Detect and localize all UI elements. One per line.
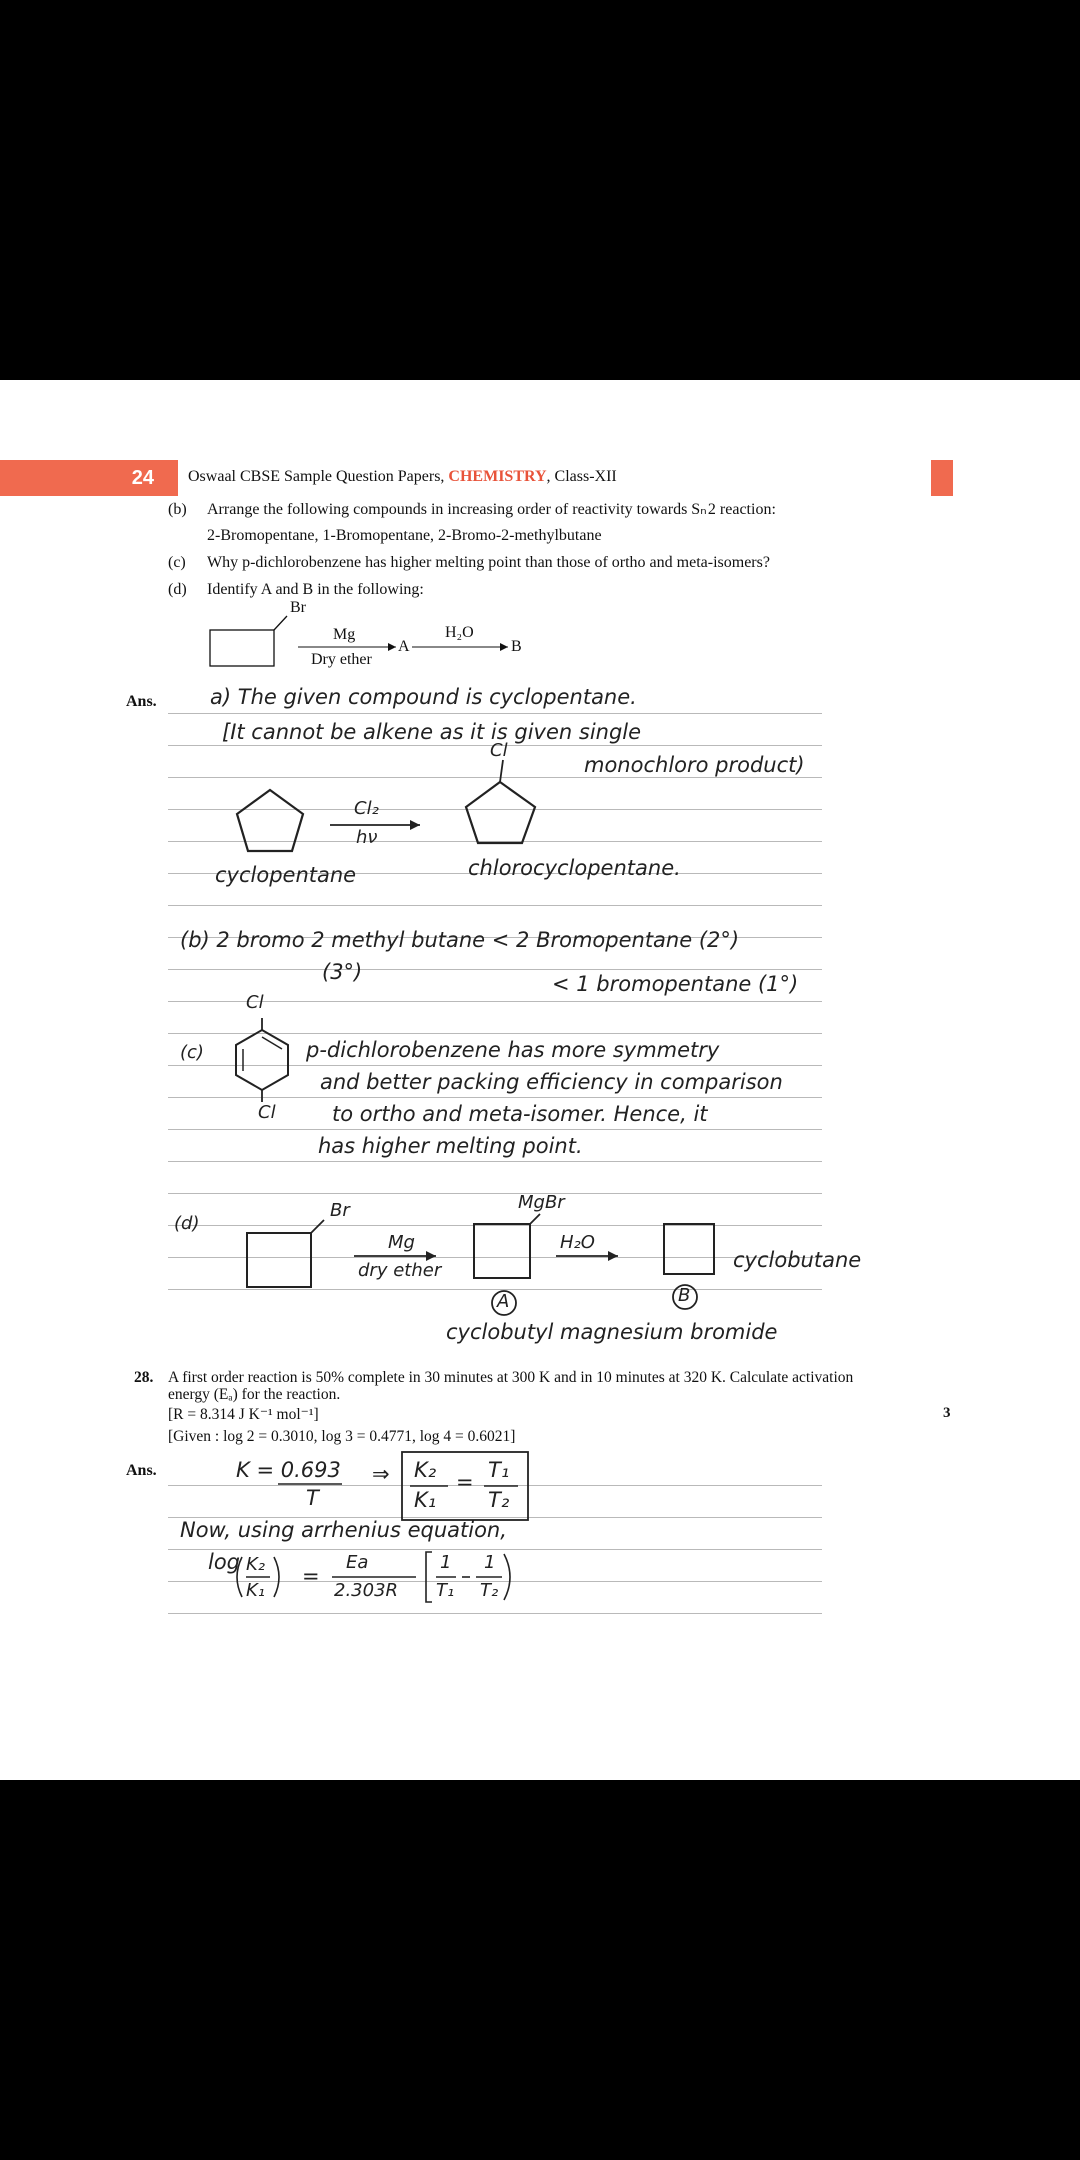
question-text: Arrange the following compounds in increasing order of reactivity towards Sₙ 2 reaction: bbox=[207, 501, 776, 518]
question-text: Identify A and B in the following: bbox=[207, 581, 424, 598]
chloro-substituent: Cl bbox=[490, 740, 508, 761]
question-28-number: 28. bbox=[134, 1369, 154, 1386]
part-label: (d) bbox=[168, 581, 187, 598]
question-28-line2: energy (Eₐ) for the reaction. bbox=[168, 1386, 341, 1403]
d-product-a: A bbox=[497, 1291, 510, 1312]
para-cl-top: Cl bbox=[246, 992, 264, 1013]
answer-b-line3: < 1 bromopentane (1°) bbox=[552, 972, 799, 996]
ea-num: Ea bbox=[346, 1552, 369, 1573]
arrhenius-intro: Now, using arrhenius equation, bbox=[180, 1518, 507, 1542]
ratio-k-den: K₁ bbox=[414, 1488, 437, 1512]
ratio-t-den: T₂ bbox=[488, 1488, 510, 1512]
rate-constant-eq: K = 0.693 bbox=[236, 1458, 341, 1482]
question-28-line4: [Given : log 2 = 0.3010, log 3 = 0.4771, log 4 = 0.6021] bbox=[168, 1428, 516, 1445]
page-number: 24 bbox=[131, 466, 154, 489]
ratio-k-num: K₂ bbox=[414, 1458, 437, 1482]
answer-d-label: (d) bbox=[174, 1213, 200, 1234]
reagent-mg: Mg bbox=[333, 626, 356, 643]
answer-a-line3: monochloro product) bbox=[584, 753, 805, 777]
ratio-equals: = bbox=[456, 1470, 474, 1494]
answer-a-line2: [It cannot be alkene as it is given single bbox=[222, 720, 642, 744]
d-substituent-br: Br bbox=[330, 1200, 350, 1221]
d-label-grignard: cyclobutyl magnesium bromide bbox=[446, 1320, 778, 1344]
part-label: (c) bbox=[168, 554, 186, 571]
reagent-light: hν bbox=[356, 827, 378, 848]
log-k-num: K₂ bbox=[246, 1554, 266, 1575]
substituent-br: Br bbox=[290, 599, 306, 616]
series-title: Oswaal CBSE Sample Question Papers, bbox=[188, 468, 449, 485]
d-reagent-mg: Mg bbox=[388, 1232, 415, 1253]
answer-c-label: (c) bbox=[180, 1042, 204, 1063]
log-k-den: K₁ bbox=[246, 1580, 266, 1601]
d-grignard-group: MgBr bbox=[518, 1192, 565, 1213]
answer-label: Ans. bbox=[126, 693, 157, 710]
answer-b-line2: (3°) bbox=[322, 960, 363, 984]
question-text: 2-Bromopentane, 1-Bromopentane, 2-Bromo-2-methylbutane bbox=[207, 527, 602, 544]
label-cyclopentane: cyclopentane bbox=[215, 863, 357, 887]
d-reagent-water: H₂O bbox=[560, 1232, 595, 1253]
ratio-t-num: T₁ bbox=[488, 1458, 510, 1482]
answer-c-line4: has higher melting point. bbox=[318, 1134, 583, 1158]
part-label: (b) bbox=[168, 501, 187, 518]
subject-label: CHEMISTRY bbox=[448, 468, 547, 485]
answer-c-line1: p-dichlorobenzene has more symmetry bbox=[306, 1038, 720, 1062]
answer-a-line1: a) The given compound is cyclopentane. bbox=[210, 685, 637, 709]
class-label: , Class-XII bbox=[546, 468, 617, 485]
question-28-marks: 3 bbox=[943, 1405, 951, 1421]
d-product-b: B bbox=[678, 1285, 691, 1306]
product-a: A bbox=[398, 638, 410, 655]
log-prefix: log bbox=[208, 1550, 241, 1574]
para-cl-bottom: Cl bbox=[258, 1102, 276, 1123]
reagent-chlorine: Cl₂ bbox=[354, 798, 379, 819]
label-chlorocyclopentane: chlorocyclopentane. bbox=[468, 856, 681, 880]
question-text: Why p-dichlorobenzene has higher melting point than those of ortho and meta-isomers? bbox=[207, 554, 770, 571]
reagent-dry-ether: Dry ether bbox=[311, 651, 372, 668]
inv-den1: T₁ bbox=[436, 1580, 455, 1601]
product-b: B bbox=[511, 638, 522, 655]
inv-den2: T₂ bbox=[480, 1580, 499, 1601]
answer-c-line2: and better packing efficiency in comparison bbox=[320, 1070, 783, 1094]
reagent-water: H₂O bbox=[445, 624, 474, 641]
inv-num2: 1 bbox=[484, 1552, 496, 1573]
question-28-line1: A first order reaction is 50% complete in 30 minutes at 300 K and in 10 minutes at 320 K. Calculate activation bbox=[168, 1369, 854, 1386]
d-reagent-dry-ether: dry ether bbox=[358, 1260, 442, 1281]
answer-28-lines bbox=[0, 380, 1080, 1780]
ea-den: 2.303R bbox=[334, 1580, 399, 1601]
answer-28-label: Ans. bbox=[126, 1462, 157, 1479]
question-28-line3: [R = 8.314 J K⁻¹ mol⁻¹] bbox=[168, 1406, 319, 1423]
inv-num1: 1 bbox=[440, 1552, 452, 1573]
rate-constant-den: T bbox=[306, 1486, 319, 1510]
d-label-cyclobutane: cyclobutane bbox=[733, 1248, 862, 1272]
equals-sign: = bbox=[302, 1564, 320, 1588]
textbook-page bbox=[0, 380, 1080, 1780]
answer-b-line1: (b) 2 bromo 2 methyl butane < 2 Bromopentane (2°) bbox=[180, 928, 740, 952]
answer-c-line3: to ortho and meta-isomer. Hence, it bbox=[332, 1102, 708, 1126]
implies-arrow: ⇒ bbox=[372, 1462, 390, 1486]
